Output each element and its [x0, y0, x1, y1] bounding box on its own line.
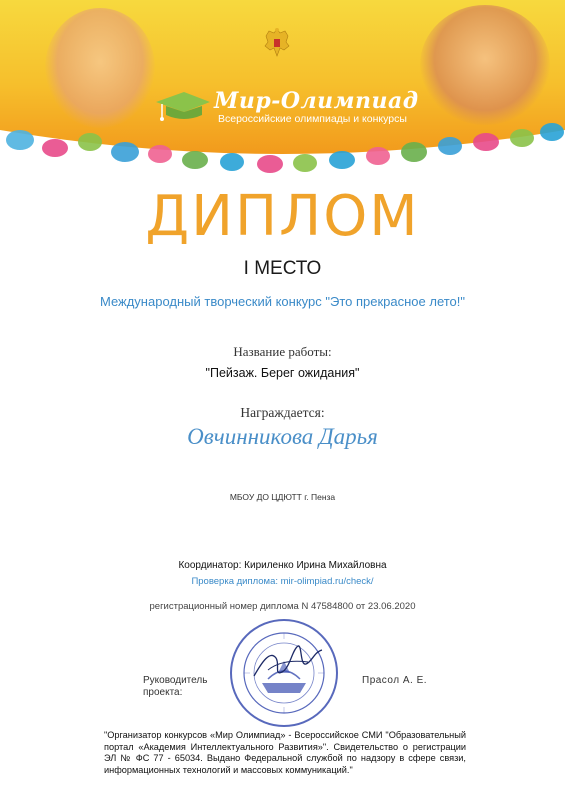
coordinator: Координатор: Кириленко Ирина Михайловна: [178, 560, 387, 571]
contest-name: Международный творческий конкурс "Это прекрасное лето!": [99, 294, 466, 309]
signature-label: Руководитель проекта:: [143, 675, 208, 698]
header-banner: [0, 0, 565, 185]
awarded-label: Награждается:: [240, 405, 325, 420]
work-title-label: Название работы:: [233, 344, 332, 359]
handwritten-signature: [248, 632, 328, 692]
winner-name: Овчинникова Дарья: [187, 424, 378, 449]
handprints-decoration: [0, 118, 565, 185]
work-title: "Пейзаж. Берег ожидания": [205, 366, 360, 380]
place-award: I МЕСТО: [243, 258, 322, 279]
diploma-check-link[interactable]: Проверка диплома: mir-olimpiad.ru/check/: [191, 576, 374, 587]
child-photo-right: [420, 5, 550, 125]
logo-title: Мир-Олимпиад: [214, 88, 419, 114]
child-photo-left: [45, 8, 155, 128]
russian-coat-of-arms-icon: [262, 26, 292, 60]
signature-name: Прасол А. Е.: [362, 675, 428, 686]
registration-number: регистрационный номер диплома N 47584800 от 23.06.2020: [149, 601, 416, 612]
diploma-title: ДИПЛОМ: [145, 184, 420, 249]
organizer-note: "Организатор конкурсов «Мир Олимпиад» - Всероссийское СМИ "Образовательный портал «Академия Интеллектуального Развития»". Свидетельство о регистрации ЭЛ № ФС 77 - 65034. Выдано Федеральной службой по надзору в сфере связи, информационных технологий и массовых коммуникаций.": [104, 730, 466, 775]
organization: МБОУ ДО ЦДЮТТ г. Пенза: [229, 492, 336, 502]
logo-subtitle: Всероссийские олимпиады и конкурсы: [218, 113, 407, 125]
